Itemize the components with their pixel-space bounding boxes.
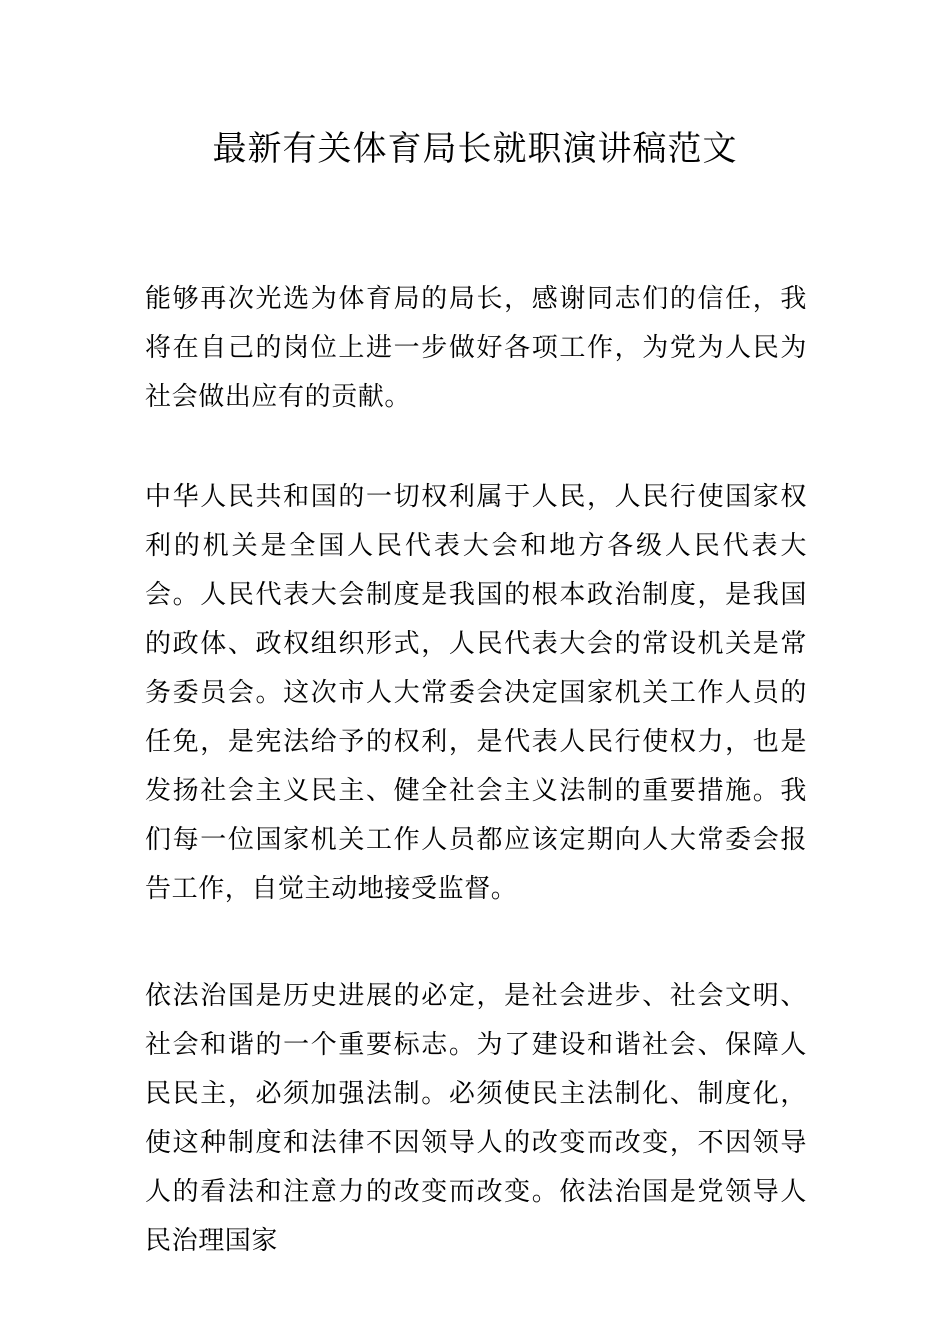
document-title: 最新有关体育局长就职演讲稿范文	[212, 129, 738, 169]
paragraph-2: 中华人民共和国的一切权利属于人民，人民行使国家权利的机关是全国人民代表大会和地方各级人民代表大会。人民代表大会制度是我国的根本政治制度，是我国的政体、政权组织形式，人民代表大会的常设机关是常务委员会。这次市人大常委会决定国家机关工作人员的任免，是宪法给予的权利，是代表人民行使权力，也是发扬社会主义民主、健全社会主义法制的重要措施。我们每一位国家机关工作人员都应该定期向人大常委会报告工作，自觉主动地接受监督。	[145, 482, 807, 904]
paragraph-1: 能够再次光选为体育局的局长，感谢同志们的信任，我将在自己的岗位上进一步做好各项工作，为党为人民为社会做出应有的贡献。	[145, 284, 807, 412]
paragraph-3: 依法治国是历史进展的必定，是社会进步、社会文明、社会和谐的一个重要标志。为了建设和谐社会、保障人民民主，必须加强法制。必须使民主法制化、制度化，使这种制度和法律不因领导人的改变而改变，不因领导人的看法和注意力的改变而改变。依法治国是党领导人民治理国家	[145, 981, 807, 1256]
